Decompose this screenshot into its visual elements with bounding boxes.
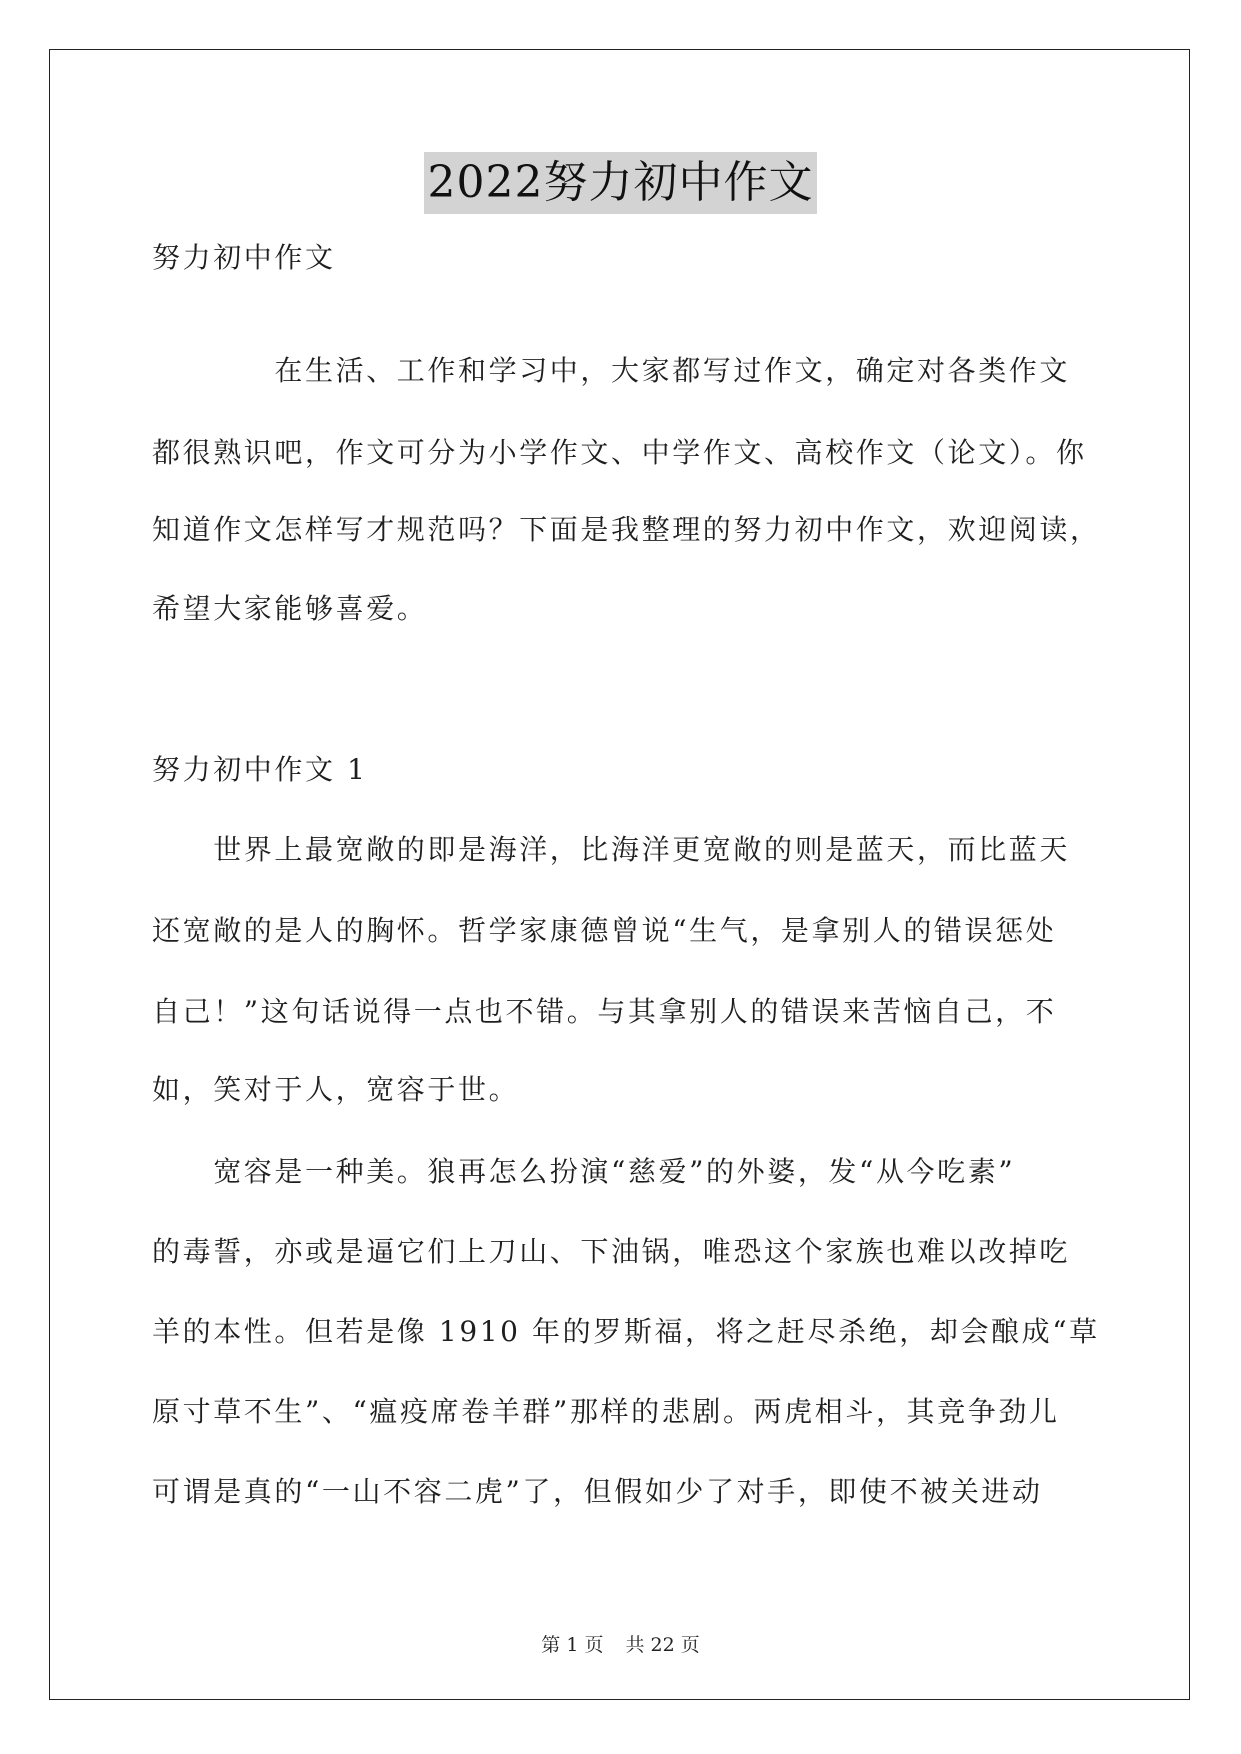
- intro-line: 都很熟识吧，作文可分为小学作文、中学作文、高校作文（论文）。你: [152, 436, 1087, 469]
- paragraph-line: 可谓是真的“一山不容二虎”了，但假如少了对手，即使不被关进动: [152, 1475, 1043, 1508]
- paragraph-line: 的毒誓，亦或是逼它们上刀山、下油锅，唯恐这个家族也难以改掉吃: [152, 1235, 1071, 1268]
- page-border: [49, 49, 1190, 1700]
- subtitle: 努力初中作文: [152, 241, 336, 274]
- page-total: 共 22 页: [625, 1634, 700, 1656]
- paragraph-line: 羊的本性。但若是像 1910 年的罗斯福，将之赶尽杀绝，却会酿成“草: [152, 1315, 1100, 1348]
- paragraph-line: 如，笑对于人，宽容于世。: [152, 1073, 520, 1106]
- intro-line: 希望大家能够喜爱。: [152, 592, 428, 625]
- intro-line: 在生活、工作和学习中，大家都写过作文，确定对各类作文: [152, 354, 1071, 387]
- page-number: 第 1 页: [541, 1634, 604, 1656]
- page-footer: [0, 1632, 1241, 1658]
- paragraph-line: 宽容是一种美。狼再怎么扮演“慈爱”的外婆，发“从今吃素”: [152, 1155, 1016, 1188]
- paragraph-line: 原寸草不生”、“瘟疫席卷羊群”那样的悲剧。两虎相斗，其竞争劲儿: [152, 1395, 1060, 1428]
- paragraph-line: 世界上最宽敞的即是海洋，比海洋更宽敞的则是蓝天，而比蓝天: [152, 833, 1071, 866]
- document-title: 2022努力初中作文: [424, 152, 818, 214]
- intro-line: 知道作文怎样写才规范吗？下面是我整理的努力初中作文，欢迎阅读，: [152, 513, 1101, 546]
- section-heading: 努力初中作文 1: [152, 753, 368, 786]
- title-container: [0, 152, 1241, 214]
- paragraph-line: 还宽敞的是人的胸怀。哲学家康德曾说“生气，是拿别人的错误惩处: [152, 914, 1057, 947]
- paragraph-line: 自己！”这句话说得一点也不错。与其拿别人的错误来苦恼自己，不: [152, 995, 1057, 1028]
